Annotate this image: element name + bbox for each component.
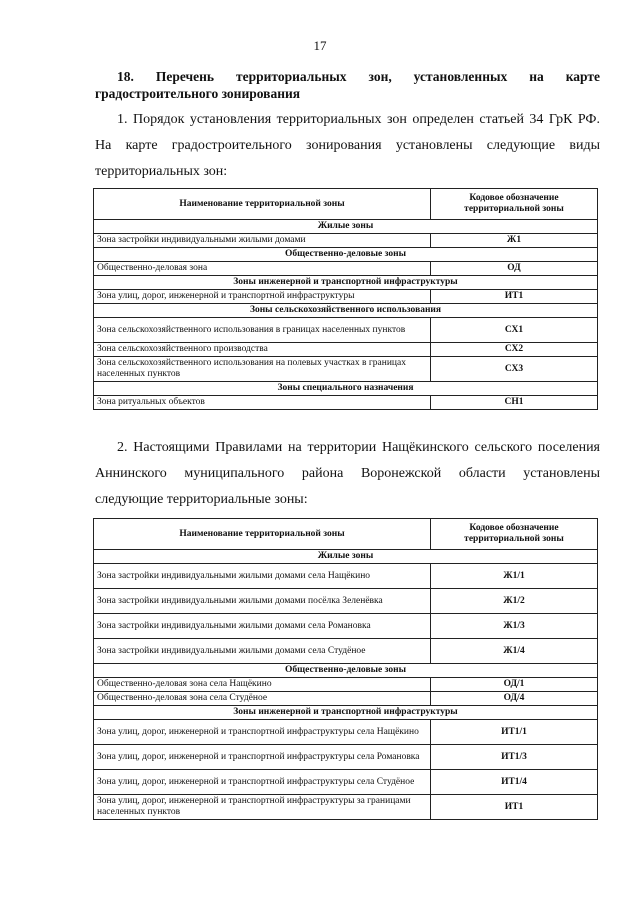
zone-name: Зона застройки индивидуальными жилыми домами села Романовка — [94, 614, 431, 639]
page-number: 17 — [313, 38, 327, 53]
header-zone-code: Кодовое обозначение территориальной зоны — [431, 519, 598, 550]
header-zone-name: Наименование территориальной зоны — [94, 189, 431, 220]
group-title: Зоны инженерной и транспортной инфраструктуры — [94, 276, 598, 290]
zone-name: Зона застройки индивидуальными жилыми домами села Студёное — [94, 639, 431, 664]
table-row — [94, 318, 598, 343]
table-row — [94, 396, 598, 410]
zone-name: Зона улиц, дорог, инженерной и транспортной инфраструктуры села Студёное — [94, 770, 431, 795]
group-title: Зоны специального назначения — [94, 382, 598, 396]
zone-code: ОД/4 — [431, 692, 598, 706]
table-header-row — [94, 519, 598, 550]
section-heading: 18. Перечень территориальных зон, установленных на карте градостроительного зонирования — [95, 69, 600, 101]
zone-name: Зона застройки индивидуальными жилыми домами села Нащёкино — [94, 564, 431, 589]
zone-code: ИТ1/3 — [431, 745, 598, 770]
zone-code: Ж1/2 — [431, 589, 598, 614]
table-row — [94, 262, 598, 276]
zone-code: ИТ1 — [431, 290, 598, 304]
zone-code: Ж1/1 — [431, 564, 598, 589]
zone-name: Общественно-деловая зона села Нащёкино — [94, 678, 431, 692]
table-group-row — [94, 550, 598, 564]
table-group-row — [94, 664, 598, 678]
zone-code: ОД/1 — [431, 678, 598, 692]
table-row — [94, 290, 598, 304]
group-title: Зоны инженерной и транспортной инфраструктуры — [94, 706, 598, 720]
table-row — [94, 692, 598, 706]
group-title: Жилые зоны — [94, 220, 598, 234]
group-title: Жилые зоны — [94, 550, 598, 564]
zone-code: СХ2 — [431, 343, 598, 357]
zone-code: СН1 — [431, 396, 598, 410]
table-row — [94, 564, 598, 589]
table-row — [94, 770, 598, 795]
table-row — [94, 795, 598, 820]
paragraph-2: 2. Настоящими Правилами на территории Нащёкинского сельского поселения Аннинского муниципального района Воронежской области установлены следующие территориальные зоны: — [95, 440, 600, 507]
zone-code: Ж1/3 — [431, 614, 598, 639]
table-row — [94, 343, 598, 357]
group-title: Общественно-деловые зоны — [94, 664, 598, 678]
zone-name: Общественно-деловая зона — [94, 262, 431, 276]
zone-name: Зона улиц, дорог, инженерной и транспортной инфраструктуры — [94, 290, 431, 304]
table-row — [94, 357, 598, 382]
zone-code: СХ1 — [431, 318, 598, 343]
zone-name: Зона застройки индивидуальными жилыми домами — [94, 234, 431, 248]
table-row — [94, 678, 598, 692]
header-zone-code: Кодовое обозначение территориальной зоны — [431, 189, 598, 220]
zone-code: ИТ1/1 — [431, 720, 598, 745]
table-group-row — [94, 382, 598, 396]
paragraph-1: 1. Порядок установления территориальных зон определен статьей 34 ГрК РФ. На карте градостроительного зонирования установлены следующие виды территориальных зон: — [95, 112, 600, 179]
table-header-row — [94, 189, 598, 220]
table-row — [94, 589, 598, 614]
table-row — [94, 614, 598, 639]
zone-name: Зона застройки индивидуальными жилыми домами посёлка Зеленёвка — [94, 589, 431, 614]
table-group-row — [94, 220, 598, 234]
table-group-row — [94, 276, 598, 290]
header-zone-name: Наименование территориальной зоны — [94, 519, 431, 550]
zone-name: Зона улиц, дорог, инженерной и транспортной инфраструктуры за границами населенных пунктов — [94, 795, 431, 820]
zone-name: Зона сельскохозяйственного производства — [94, 343, 431, 357]
zone-name: Зона сельскохозяйственного использования на полевых участках в границах населенных пунктов — [94, 357, 431, 382]
zone-name: Зона улиц, дорог, инженерной и транспортной инфраструктуры села Нащёкино — [94, 720, 431, 745]
zones-table-1 — [93, 188, 598, 410]
table-row — [94, 745, 598, 770]
group-title: Зоны сельскохозяйственного использования — [94, 304, 598, 318]
zone-code: ИТ1 — [431, 795, 598, 820]
table-group-row — [94, 304, 598, 318]
zone-name: Общественно-деловая зона села Студёное — [94, 692, 431, 706]
zone-name: Зона сельскохозяйственного использования в границах населенных пунктов — [94, 318, 431, 343]
table-row — [94, 639, 598, 664]
zone-name: Зона ритуальных объектов — [94, 396, 431, 410]
table-row — [94, 234, 598, 248]
zone-code: ОД — [431, 262, 598, 276]
zone-name: Зона улиц, дорог, инженерной и транспортной инфраструктуры села Романовка — [94, 745, 431, 770]
zone-code: СХ3 — [431, 357, 598, 382]
zone-code: ИТ1/4 — [431, 770, 598, 795]
zone-code: Ж1/4 — [431, 639, 598, 664]
group-title: Общественно-деловые зоны — [94, 248, 598, 262]
table-group-row — [94, 248, 598, 262]
table-row — [94, 720, 598, 745]
zone-code: Ж1 — [431, 234, 598, 248]
table-group-row — [94, 706, 598, 720]
zones-table-2 — [93, 518, 598, 820]
